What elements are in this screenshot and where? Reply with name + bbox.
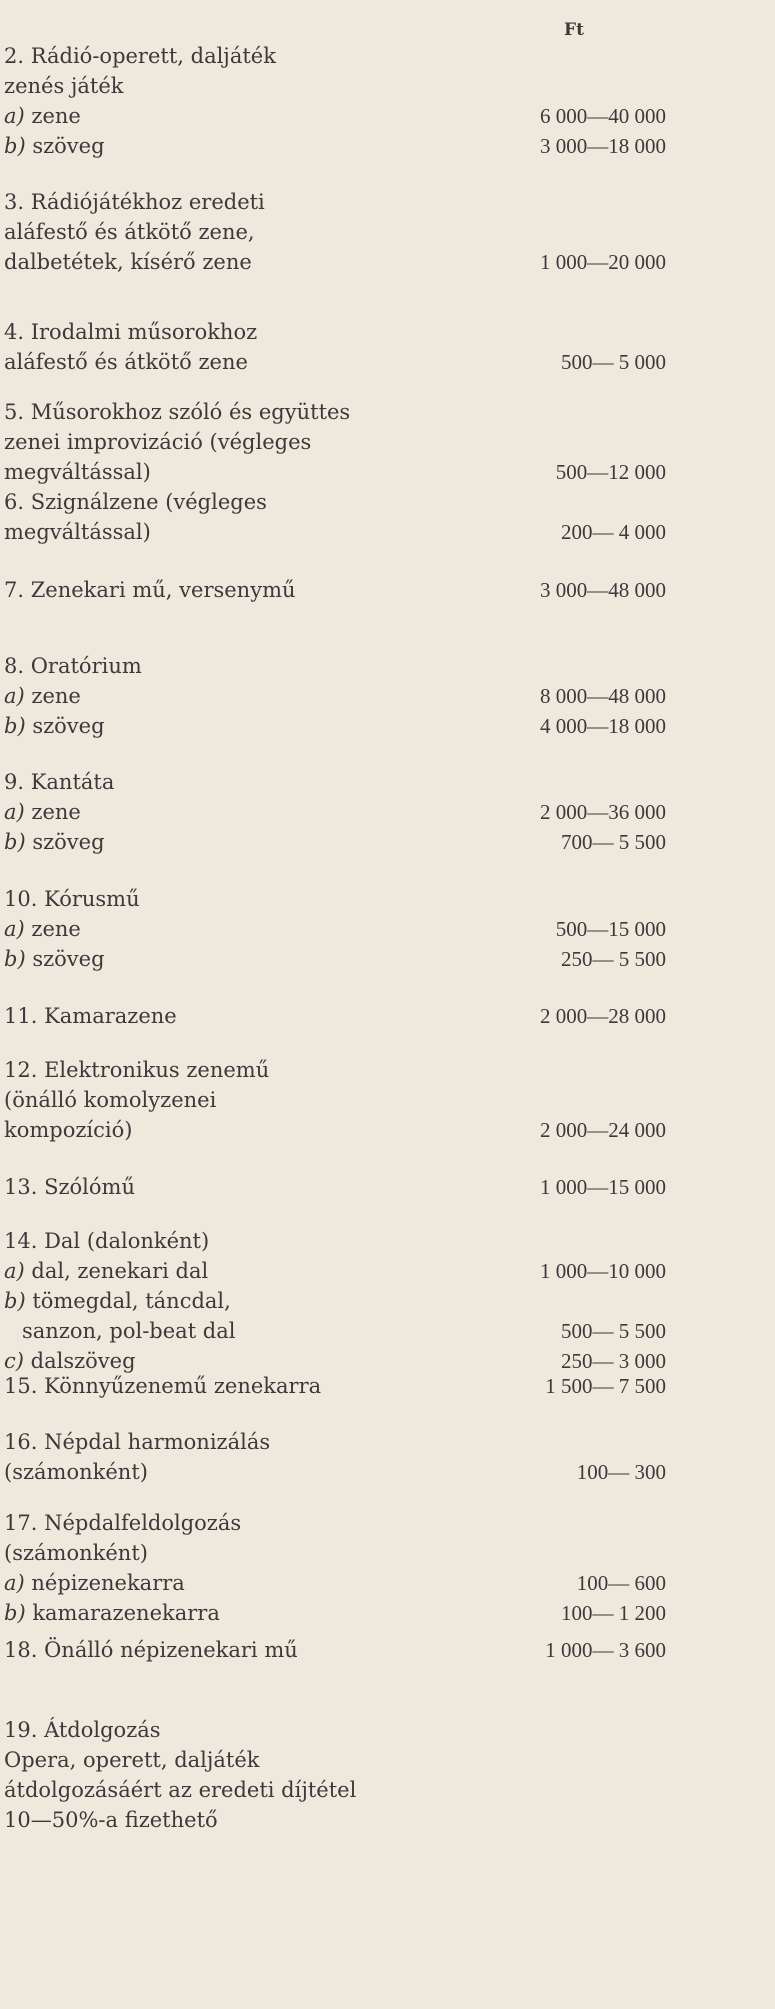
subitem-letter: b) xyxy=(4,714,26,738)
fee-line xyxy=(4,1808,764,1838)
fee-line-text xyxy=(4,1088,216,1113)
fee-line-text xyxy=(4,1571,185,1596)
fee-line xyxy=(4,1175,764,1205)
fee-line-text xyxy=(4,770,114,795)
fee-line-text xyxy=(4,578,296,603)
fee-line-label: kompozíció) xyxy=(4,1118,133,1142)
fee-line-text xyxy=(4,1289,231,1314)
fee-range-value: 6 000—40 000 xyxy=(540,104,666,128)
fee-line xyxy=(4,1319,764,1349)
subitem-letter: b) xyxy=(4,1601,26,1625)
fee-line-label: dalbetétek, kísérő zene xyxy=(4,250,252,274)
fee-range-value: 1 500— 7 500 xyxy=(545,1374,666,1398)
fee-line-label: 3. Rádiójátékhoz eredeti xyxy=(4,190,265,214)
fee-range-value: 1 000—15 000 xyxy=(540,1175,666,1199)
fee-line-label: megváltással) xyxy=(4,520,151,544)
fee-line-label: dalszöveg xyxy=(23,1349,136,1373)
fee-line-text xyxy=(4,1118,132,1143)
fee-line-label: megváltással) xyxy=(4,460,151,484)
fee-range-value: 2 000—28 000 xyxy=(540,1004,666,1028)
fee-line-text xyxy=(4,250,252,275)
fee-line-label: zene xyxy=(24,917,81,941)
fee-line xyxy=(4,1289,764,1319)
fee-line-label: 18. Önálló népizenekari mű xyxy=(4,1638,298,1662)
fee-line xyxy=(4,1229,764,1259)
fee-line xyxy=(4,1511,764,1541)
fee-line-label: zenei improvizáció (végleges xyxy=(4,430,312,454)
fee-line-text xyxy=(4,430,311,455)
fee-range-value: 500— 5 000 xyxy=(561,350,666,374)
fee-line-text xyxy=(4,74,124,99)
fee-item xyxy=(4,1058,764,1148)
fee-item xyxy=(4,654,764,744)
subitem-letter: b) xyxy=(4,830,26,854)
fee-line-label: zene xyxy=(24,104,81,128)
fee-range-value: 100— 600 xyxy=(576,1571,666,1595)
fee-line xyxy=(4,350,764,380)
fee-range-value: 500—15 000 xyxy=(555,917,666,941)
fee-line-text xyxy=(4,350,248,375)
fee-line-label: 7. Zenekari mű, versenymű xyxy=(4,578,296,602)
fee-line xyxy=(4,220,764,250)
fee-line-text xyxy=(4,1778,356,1803)
fee-line-label: 2. Rádió-operett, daljáték xyxy=(4,44,276,68)
fee-line-text xyxy=(4,887,140,912)
fee-line xyxy=(4,430,764,460)
fee-line xyxy=(4,44,764,74)
fee-line-text xyxy=(4,1058,269,1083)
fee-line xyxy=(4,1058,764,1088)
fee-item xyxy=(4,578,764,608)
fee-line-text xyxy=(4,460,151,485)
subitem-letter: c) xyxy=(4,1349,24,1373)
fee-line xyxy=(4,917,764,947)
fee-line xyxy=(4,1778,764,1808)
fee-line-label: népizenekarra xyxy=(24,1571,185,1595)
fee-line xyxy=(4,460,764,490)
fee-range-value: 1 000—10 000 xyxy=(540,1259,666,1283)
fee-item xyxy=(4,44,764,164)
fee-line xyxy=(4,1748,764,1778)
fee-range-value: 2 000—36 000 xyxy=(540,800,666,824)
fee-line-label: aláfestő és átkötő zene xyxy=(4,350,248,374)
subitem-letter: a) xyxy=(4,800,25,824)
fee-line-label: Opera, operett, daljáték xyxy=(4,1748,260,1772)
fee-line-text xyxy=(4,320,257,345)
fee-line-label: 15. Könnyűzenemű zenekarra xyxy=(4,1374,322,1398)
fee-line-text xyxy=(4,1638,298,1663)
fee-line-label: 10—50%-a fizethető xyxy=(4,1808,218,1832)
subitem-letter: b) xyxy=(4,134,26,158)
fee-line-text xyxy=(4,104,81,129)
fee-line-text xyxy=(4,220,255,245)
fee-item xyxy=(4,1638,764,1668)
fee-line xyxy=(4,104,764,134)
fee-item xyxy=(4,190,764,280)
fee-line-label: 13. Szólómű xyxy=(4,1175,135,1199)
fee-line-text xyxy=(22,1319,236,1344)
fee-line-text xyxy=(4,714,105,739)
fee-line xyxy=(4,190,764,220)
fee-line-text xyxy=(4,1430,270,1455)
fee-line-text xyxy=(4,800,81,825)
fee-range-value: 500— 5 500 xyxy=(561,1319,666,1343)
fee-item xyxy=(4,1175,764,1205)
fee-item xyxy=(4,1430,764,1490)
fee-range-value: 250— 5 500 xyxy=(561,947,666,971)
fee-line-text xyxy=(4,830,105,855)
fee-line xyxy=(4,134,764,164)
fee-line-text xyxy=(4,1229,209,1254)
subitem-letter: a) xyxy=(4,104,25,128)
fee-line xyxy=(4,1460,764,1490)
currency-header: Ft xyxy=(564,20,584,40)
fee-line-label: szöveg xyxy=(25,134,105,158)
fee-line-label: 10. Kórusmű xyxy=(4,887,140,911)
fee-range-value: 3 000—48 000 xyxy=(540,578,666,602)
fee-item xyxy=(4,400,764,490)
fee-line-text xyxy=(4,947,105,972)
subitem-letter: a) xyxy=(4,1259,25,1283)
fee-line-text xyxy=(4,1259,208,1284)
fee-range-value: 500—12 000 xyxy=(555,460,666,484)
fee-item xyxy=(4,490,764,550)
fee-line-text xyxy=(4,520,151,545)
fee-line xyxy=(4,320,764,350)
fee-range-value: 8 000—48 000 xyxy=(540,684,666,708)
fee-line xyxy=(4,1718,764,1748)
fee-line xyxy=(4,1088,764,1118)
fee-range-value: 100— 1 200 xyxy=(561,1601,666,1625)
fee-range-value: 250— 3 000 xyxy=(561,1349,666,1373)
fee-line xyxy=(4,1004,764,1034)
fee-line xyxy=(4,1374,764,1404)
fee-line-text xyxy=(4,1349,136,1374)
fee-line-text xyxy=(4,654,142,679)
fee-range-value: 700— 5 500 xyxy=(561,830,666,854)
fee-range-value: 2 000—24 000 xyxy=(540,1118,666,1142)
fee-range-value: 1 000— 3 600 xyxy=(545,1638,666,1662)
subitem-letter: a) xyxy=(4,917,25,941)
fee-range-value: 3 000—18 000 xyxy=(540,134,666,158)
fee-line xyxy=(4,800,764,830)
fee-line-label: (számonként) xyxy=(4,1460,148,1484)
fee-line-label: 6. Szignálzene (végleges xyxy=(4,490,267,514)
subitem-letter: b) xyxy=(4,1289,26,1313)
fee-line-label: zenés játék xyxy=(4,74,124,98)
fee-line xyxy=(4,1541,764,1571)
fee-line-text xyxy=(4,1808,218,1833)
fee-line-text xyxy=(4,1175,135,1200)
fee-line xyxy=(4,1430,764,1460)
fee-item xyxy=(4,1004,764,1034)
fee-line-text xyxy=(4,1511,241,1536)
fee-line-text xyxy=(4,1718,161,1743)
fee-line xyxy=(4,770,764,800)
fee-line xyxy=(4,1638,764,1668)
fee-line-label: 11. Kamarazene xyxy=(4,1004,177,1028)
fee-line-label: tömegdal, táncdal, xyxy=(25,1289,231,1313)
fee-line xyxy=(4,74,764,104)
fee-line-label: (számonként) xyxy=(4,1541,148,1565)
fee-line-label: 4. Irodalmi műsorokhoz xyxy=(4,320,258,344)
fee-item xyxy=(4,887,764,977)
subitem-letter: a) xyxy=(4,1571,25,1595)
fee-item xyxy=(4,1511,764,1631)
fee-line xyxy=(4,250,764,280)
fee-range-value: 100— 300 xyxy=(576,1460,666,1484)
fee-line xyxy=(4,830,764,860)
fee-line xyxy=(4,400,764,430)
fee-line-text xyxy=(4,134,105,159)
fee-line-label: zene xyxy=(24,684,81,708)
fee-line-text xyxy=(4,1601,220,1626)
fee-range-value: 4 000—18 000 xyxy=(540,714,666,738)
fee-item xyxy=(4,770,764,860)
fee-line-label: 8. Oratórium xyxy=(4,654,142,678)
fee-line xyxy=(4,947,764,977)
fee-line xyxy=(4,887,764,917)
subitem-letter: b) xyxy=(4,947,26,971)
fee-line xyxy=(4,1571,764,1601)
fee-item xyxy=(4,1718,764,1838)
fee-line-label: aláfestő és átkötő zene, xyxy=(4,220,255,244)
fee-line-text xyxy=(4,917,81,942)
fee-line-text xyxy=(4,1460,148,1485)
fee-line-text xyxy=(4,44,276,69)
fee-line-label: sanzon, pol-beat dal xyxy=(22,1319,236,1343)
fee-line-label: 19. Átdolgozás xyxy=(4,1718,161,1742)
fee-item xyxy=(4,1229,764,1379)
fee-line-label: kamarazenekarra xyxy=(25,1601,220,1625)
fee-line-text xyxy=(4,684,81,709)
fee-line-label: szöveg xyxy=(25,830,105,854)
fee-item xyxy=(4,320,764,380)
fee-line-label: (önálló komolyzenei xyxy=(4,1088,217,1112)
fee-line xyxy=(4,1259,764,1289)
fee-line-text xyxy=(4,1374,321,1399)
fee-line-label: 5. Műsorokhoz szóló és együttes xyxy=(4,400,351,424)
fee-line-label: 14. Dal (dalonként) xyxy=(4,1229,210,1253)
fee-line-text xyxy=(4,190,265,215)
fee-range-value: 1 000—20 000 xyxy=(540,250,666,274)
fee-line xyxy=(4,1601,764,1631)
fee-line-label: 9. Kantáta xyxy=(4,770,115,794)
fee-item xyxy=(4,1374,764,1404)
fee-line-label: 17. Népdalfeldolgozás xyxy=(4,1511,242,1535)
fee-line xyxy=(4,714,764,744)
fee-line-label: szöveg xyxy=(25,714,105,738)
fee-line xyxy=(4,654,764,684)
fee-line-text xyxy=(4,400,350,425)
fee-line-text xyxy=(4,1541,148,1566)
fee-line xyxy=(4,1118,764,1148)
fee-line-text xyxy=(4,1004,177,1029)
fee-line-text xyxy=(4,1748,260,1773)
fee-range-value: 200— 4 000 xyxy=(561,520,666,544)
fee-line-label: szöveg xyxy=(25,947,105,971)
fee-line-label: dal, zenekari dal xyxy=(24,1259,209,1283)
fee-line-text xyxy=(4,490,267,515)
fee-line-label: 12. Elektronikus zenemű xyxy=(4,1058,270,1082)
fee-line xyxy=(4,684,764,714)
fee-line xyxy=(4,490,764,520)
fee-line xyxy=(4,520,764,550)
fee-line-label: átdolgozásáért az eredeti díjtétel xyxy=(4,1778,357,1802)
fee-line-label: zene xyxy=(24,800,81,824)
subitem-letter: a) xyxy=(4,684,25,708)
fee-line-label: 16. Népdal harmonizálás xyxy=(4,1430,271,1454)
fee-line xyxy=(4,578,764,608)
